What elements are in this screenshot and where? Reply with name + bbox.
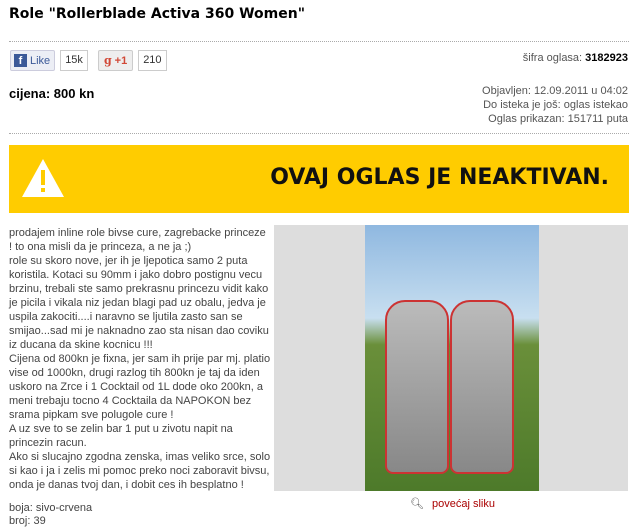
skate-right — [450, 300, 514, 474]
magnifier-icon: 🔍︎ — [410, 498, 424, 510]
ad-attributes — [9, 502, 271, 528]
social-buttons — [10, 50, 167, 71]
published-date: Objavljen: 12.09.2011 u 04:02 — [482, 85, 628, 97]
gplus-label: +1 — [114, 55, 128, 67]
facebook-icon: f — [14, 54, 27, 67]
google-plus-button[interactable] — [98, 50, 133, 71]
ad-description: prodajem inline role bivse cure, zagrebacke princeze ! to ona misli da je princeza, a ne ja ;) role su skoro nove, jer ih je ljepotica samo 2 puta koristila. Kotaci su 90mm i jako dobro postignu vecu brzinu, trebali ste samo prekrasnu princezu vidit kako je picila i vikala niz jedan blagi pad uz obalu, jedva je uspila zakociti....i naravno se ljutila zasto san se smijao...sad mi je naknadno zao sta nisan dao coviku iz ducana da skine kocnicu !!! Cijena od 800kn je fixna, jer sam ih prije par mj. platio vise od 1000kn, drugi razlog tih 800kn je taj da iden uskoro na Zrce i 1 Cocktail od 1L dode oko 200kn, a meni trebaju tocno 4 Cocktaila da NAPOKON bez srama pipkam sve polugole cure ! A uz sve to se zelin bar 1 put u zivotu napit na princezin racun. Ako si slucajno zgodna zenska, imas veliko srce, solo si kao i ja i zelis mi pomoc preko noci zaboravit bivsu, onda je danas tvoj dan, i dobit ces ih besplatno ! — [9, 227, 271, 491]
price: cijena: 800 kn — [9, 86, 95, 101]
divider — [9, 41, 629, 42]
ad-text-column — [9, 226, 271, 528]
page-title: Role "Rollerblade Activa 360 Women" — [9, 6, 305, 22]
divider — [9, 133, 629, 134]
ad-code — [523, 52, 628, 64]
product-photo[interactable] — [365, 225, 539, 491]
like-label: Like — [30, 54, 51, 67]
warning-icon — [20, 157, 66, 199]
attr-color: boja: sivo-crvena — [9, 502, 93, 514]
ad-code-label: šifra oglasa: — [522, 52, 583, 64]
inactive-banner — [9, 145, 629, 213]
ad-meta — [482, 84, 628, 126]
view-count: Oglas prikazan: 151711 puta — [488, 113, 628, 125]
gplus-count: 210 — [138, 50, 166, 71]
inactive-message: OVAJ OGLAS JE NEAKTIVAN. — [270, 165, 609, 190]
like-count: 15k — [60, 50, 88, 71]
attr-size: broj: 39 — [9, 515, 46, 527]
google-plus-icon: g — [103, 54, 112, 67]
expiry: Do isteka je još: oglas istekao — [483, 99, 628, 111]
facebook-like-button[interactable] — [10, 50, 55, 71]
enlarge-image-link[interactable] — [410, 497, 495, 510]
ad-code-value: 3182923 — [585, 52, 628, 64]
enlarge-label: povećaj sliku — [431, 498, 495, 510]
skate-left — [385, 300, 449, 474]
